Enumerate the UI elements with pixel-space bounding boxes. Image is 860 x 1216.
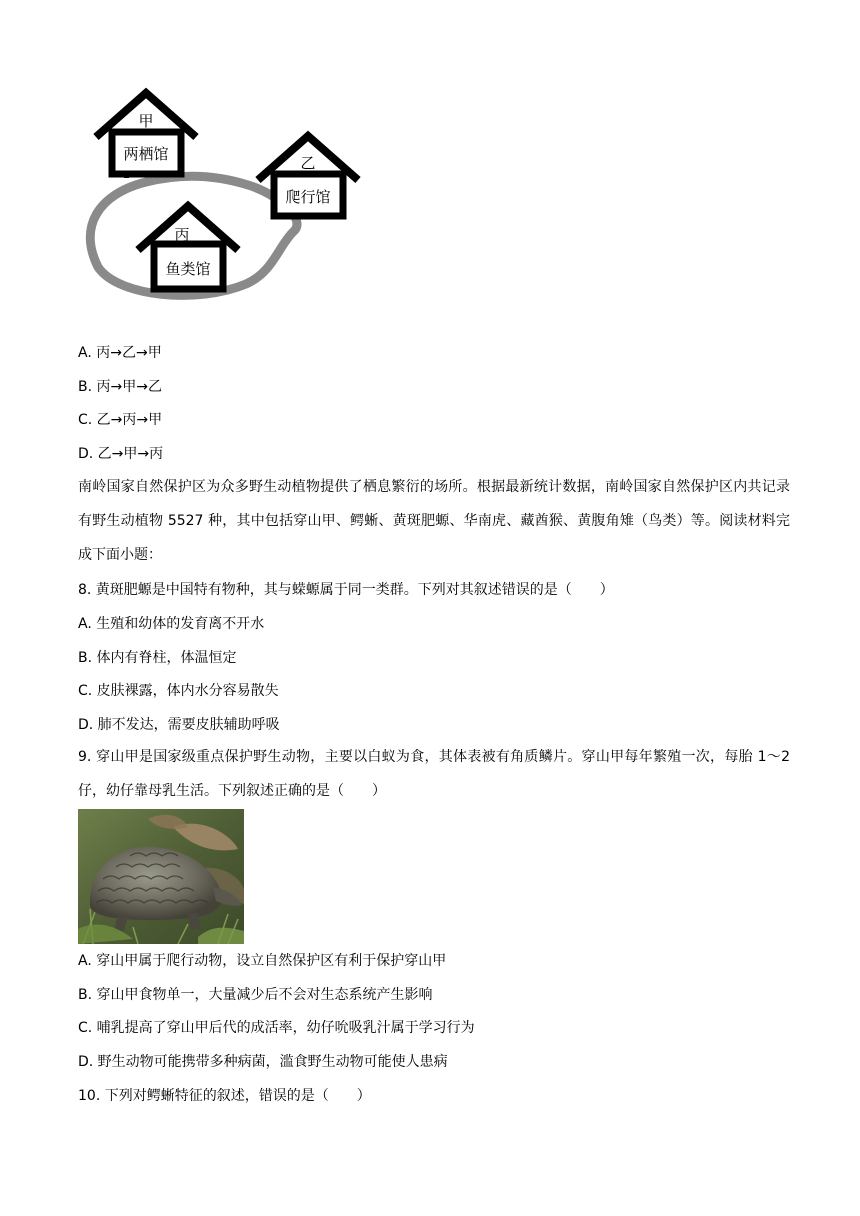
house-yi [258,136,358,216]
q7-option-c: C. 乙→丙→甲 [78,412,163,428]
q9-stem: 9. 穿山甲是国家级重点保护野生动物，主要以白蚁为食，其体表被有角质鳞片。穿山甲每年繁殖一次，每胎 1～2 仔，幼仔靠母乳生活。下列叙述正确的是（ ） [78,749,790,799]
q8-option-b: B. 体内有脊柱，体温恒定 [78,650,237,666]
q9-option-d: D. 野生动物可能携带多种病菌，滥食野生动物可能使人患病 [78,1054,448,1070]
house-jia-name: 两栖馆 [123,145,169,163]
pangolin-photo [78,809,244,944]
q8-stem: 8. 黄斑肥螈是中国特有物种，其与蝾螈属于同一类群。下列对其叙述错误的是（ ） [78,582,614,598]
reading-intro: 南岭国家自然保护区为众多野生动植物提供了栖息繁衍的场所。根据最新统计数据，南岭国家自然保护区内共记录有野生动植物 5527 种，其中包括穿山甲、鳄蜥、黄斑肥螈、华南虎、藏酋猴、黄腹角雉（鸟类）等。阅读材料完成下面小题： [78,479,790,563]
house-jia [96,93,196,178]
house-yi-mark: 乙 [300,154,316,172]
q7-option-a: A. 丙→乙→甲 [78,345,162,361]
q7-option-d: D. 乙→甲→丙 [78,446,164,462]
house-jia-mark: 甲 [138,112,154,130]
house-bing [138,206,238,289]
house-bing-mark: 丙 [174,226,190,244]
q7-option-b: B. 丙→甲→乙 [78,379,162,395]
q8-option-d: D. 肺不发达，需要皮肤辅助呼吸 [78,717,280,733]
zoo-route-diagram [78,82,368,304]
house-yi-name: 爬行馆 [285,188,331,206]
q9-option-b: B. 穿山甲食物单一，大量减少后不会对生态系统产生影响 [78,987,433,1003]
q8-option-a: A. 生殖和幼体的发育离不开水 [78,616,265,632]
q10-stem: 10. 下列对鳄蜥特征的叙述，错误的是（ ） [78,1088,371,1104]
q8-option-c: C. 皮肤裸露，体内水分容易散失 [78,683,279,699]
house-bing-name: 鱼类馆 [165,260,211,278]
q9-option-a: A. 穿山甲属于爬行动物，设立自然保护区有利于保护穿山甲 [78,953,447,969]
q9-option-c: C. 哺乳提高了穿山甲后代的成活率，幼仔吮吸乳汁属于学习行为 [78,1020,475,1036]
